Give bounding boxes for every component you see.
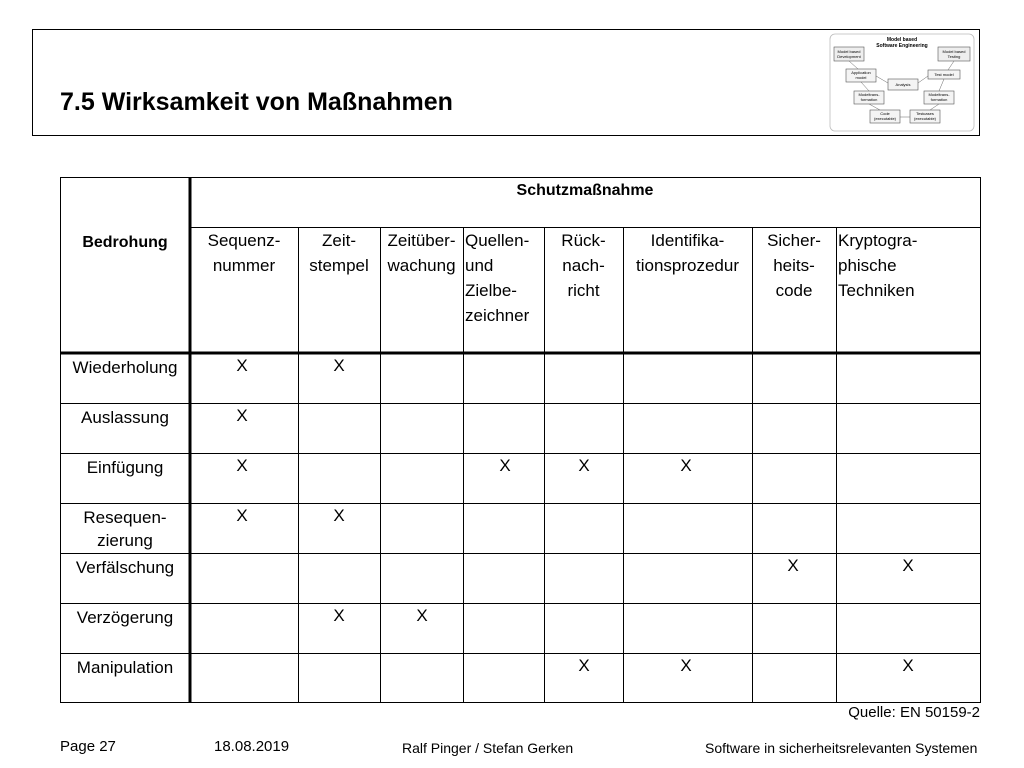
node-tc-l2: (executable) [913, 116, 937, 121]
threat-label: Wiederholung [72, 358, 178, 377]
group-header: Schutzmaßnahme [516, 182, 654, 199]
threat-label: Auslassung [81, 408, 169, 427]
column-header-line: und [465, 256, 494, 275]
row-header: Bedrohung [82, 234, 168, 251]
measure-mark: X [499, 456, 511, 475]
measure-mark: X [902, 556, 914, 575]
node-dev-l1: Model based [837, 49, 861, 54]
column-header-line: phische [838, 256, 897, 275]
column-header-line: Quellen- [465, 231, 530, 250]
measure-mark: X [236, 406, 248, 425]
measure-mark: X [236, 506, 248, 525]
footer-authors: Ralf Pinger / Stefan Gerken [402, 740, 574, 756]
column-header-line: code [775, 281, 813, 300]
threat-label: zierung [97, 531, 153, 550]
diagram-title-2: Software Engineering [876, 43, 928, 49]
measure-mark: X [333, 506, 345, 525]
node-mt1-l2: formation [860, 97, 878, 102]
measure-mark: X [578, 456, 590, 475]
column-header-line: Zeitüber- [387, 231, 456, 250]
measure-mark: X [236, 456, 248, 475]
node-mt2-l2: formation [930, 97, 948, 102]
threat-label: Resequen- [83, 508, 167, 527]
source-note: Quelle: EN 50159-2 [848, 704, 980, 721]
column-header-line: Zeit- [322, 231, 356, 250]
column-header-line: heits- [773, 256, 815, 275]
measure-mark: X [787, 556, 799, 575]
column-header-line: nummer [212, 256, 276, 275]
node-mt2-l1: Modeltrans- [928, 92, 950, 97]
diagram-title-1: Model based [886, 37, 918, 43]
column-header-line: Identifika- [650, 231, 725, 250]
measure-mark: X [333, 606, 345, 625]
measure-mark: X [578, 656, 590, 675]
column-header-line: zeichner [465, 306, 530, 325]
threat-label: Manipulation [76, 658, 174, 677]
measure-mark: X [333, 356, 345, 375]
node-app-l2: model [855, 75, 867, 80]
measure-mark: X [416, 606, 428, 625]
column-header-line: Sequenz- [207, 231, 281, 250]
slide-title: 7.5 Wirksamkeit von Maßnahmen [60, 88, 453, 116]
measure-mark: X [680, 656, 692, 675]
column-header-line: stempel [309, 256, 369, 275]
threat-label: Verzögerung [76, 608, 174, 627]
node-testmodel-label: Test model [934, 72, 954, 77]
threat-label: Einfügung [86, 458, 164, 477]
measure-mark: X [680, 456, 692, 475]
column-header-line: nach- [562, 256, 605, 275]
node-code-l2: (executable) [873, 116, 897, 121]
column-header-line: Techniken [838, 281, 915, 300]
node-test-l2: Testing [947, 54, 961, 59]
node-test-l1: Model based [942, 49, 966, 54]
node-app-l1: Application [851, 70, 871, 75]
node-mt1-l1: Modeltrans- [858, 92, 880, 97]
node-tc-l1: Testcases [916, 111, 934, 116]
column-header-line: Zielbe- [465, 281, 517, 300]
footer-course: Software in sicherheitsrelevanten Systemen [705, 740, 978, 756]
footer-date: 18.08.2019 [214, 738, 290, 755]
column-header-line: tionsprozedur [635, 256, 739, 275]
measure-mark: X [902, 656, 914, 675]
measure-mark: X [236, 356, 248, 375]
footer-page: Page 27 [60, 738, 116, 755]
node-code-l1: Code [880, 111, 890, 116]
node-dev-l2: Development [837, 54, 861, 59]
threat-label: Verfälschung [75, 558, 175, 577]
column-header-line: wachung [387, 256, 456, 275]
column-header-line: Sicher- [767, 231, 821, 250]
column-header-line: richt [567, 281, 600, 300]
column-header-line: Kryptogra- [838, 231, 918, 250]
node-analysis-label: Analysis [895, 82, 911, 87]
column-header-line: Rück- [561, 231, 606, 250]
